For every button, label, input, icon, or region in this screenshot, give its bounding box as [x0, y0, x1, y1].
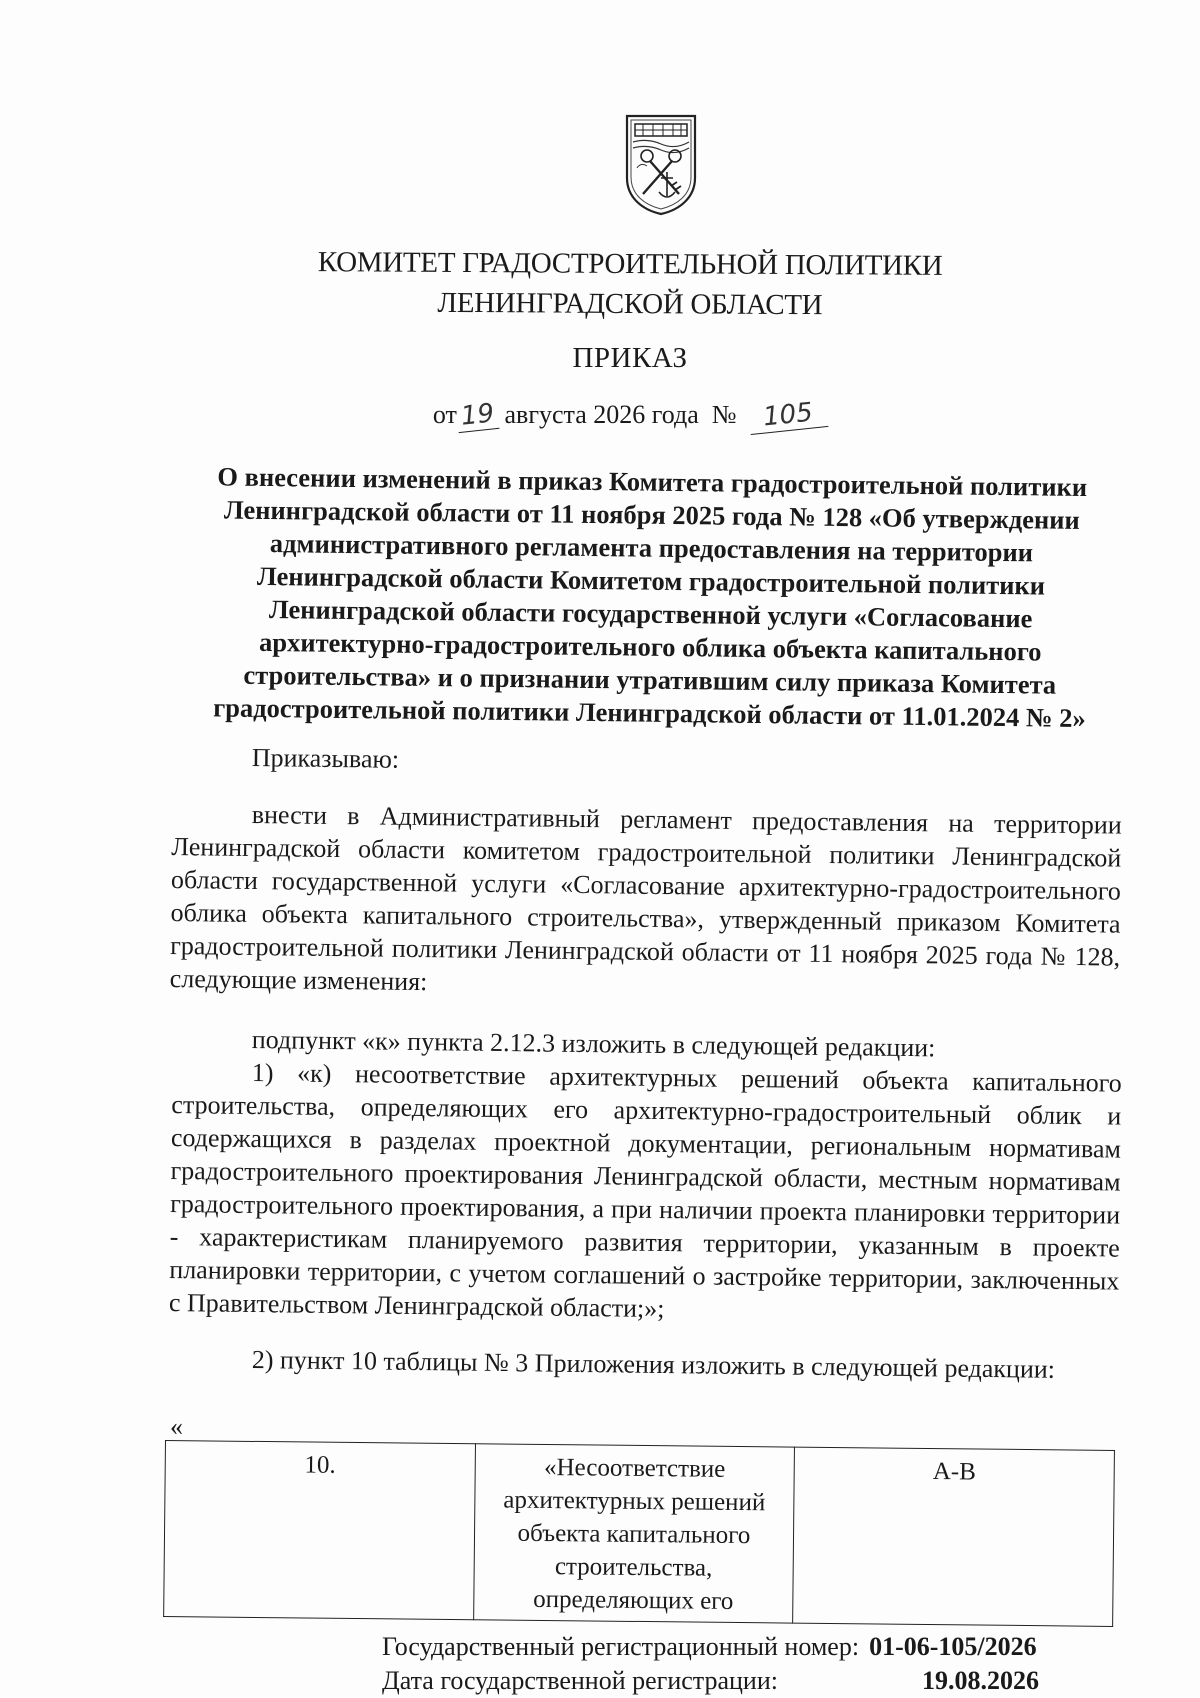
appendix-table	[163, 1440, 1115, 1627]
item-2-paragraph	[172, 1342, 1122, 1387]
item-2-text: 2) пункт 10 таблицы № 3 Приложения изложить в следующей редакции:	[251, 1344, 1056, 1384]
number-sign: №	[711, 400, 737, 429]
date-prefix: от	[432, 400, 457, 429]
order-number-handwritten: 105	[748, 396, 829, 435]
coat-of-arms-emblem	[623, 112, 699, 216]
date-rest: августа 2026 года	[504, 400, 699, 429]
main-paragraph-text: внести в Административный регламент предоставления на территории Ленинградской области комитетом градостроительной политики Ленинградской области государственной услуги «Согласование архитектурно-градостроительного облика объекта капитального строительства», утвержденный приказом Комитета градостроительной политики Ленинградской области от 11 ноября 2025 года № 128, следующие изменения:	[169, 799, 1122, 997]
registration-date-label: Дата государственной регистрации:	[382, 1666, 778, 1695]
registration-number-row	[382, 1630, 1039, 1664]
table-cell-code: А-В	[793, 1447, 1115, 1626]
committee-line-1: КОМИТЕТ ГРАДОСТРОИТЕЛЬНОЙ ПОЛИТИКИ	[317, 246, 943, 282]
quote-open-mark: «	[170, 1412, 183, 1441]
order-subject-title: О внесении изменений в приказ Комитета градостроительной политики Ленинградской области от 11 ноября 2025 года № 128 «Об утверждении административного регламента предоставления на территории Ленинградской области Комитетом градостроительной политики Ленинградской области государственной услуги «Согласование архитектурно-градостроительного облика объекта капитального строительства» и о признании утратившим силу приказа Комитета градостроительной политики Ленинградской области от 11.01.2024 № 2»	[212, 461, 1088, 734]
prikazyvayu-line	[172, 740, 1122, 785]
subpoint-intro-text: подпункт «к» пункта 2.12.3 изложить в следующей редакции:	[251, 1024, 936, 1063]
registration-number-label: Государственный регистрационный номер:	[382, 1632, 860, 1661]
table-cell-text: «Несоответствие архитектурных решений объекта капитального строительства, определяющих его	[473, 1444, 795, 1623]
main-paragraph	[170, 797, 1122, 1007]
registration-number-value: 01-06-105/2026	[869, 1632, 1037, 1661]
item-1-text: 1) «к) несоответствие архитектурных решений объекта капитального строительства, определяющих его архитектурно-градостроительный облик и содержащихся в разделах проектной документации, региональным нормативам градостроительного проектирования Ленинградской области, местным нормативам градостроительного проектирования, а при наличии проекта планировки территории - характеристикам планируемого развития территории, указанным в проекте планировки территории, с учетом соглашений о застройке территории, заключенных с Правительством Ленинградской области;»;	[168, 1057, 1122, 1324]
prikazyvayu-text: Приказываю:	[251, 742, 400, 774]
table-cell-number: 10.	[164, 1441, 475, 1620]
table-row	[164, 1441, 1115, 1627]
registration-stamp	[382, 1630, 1039, 1698]
committee-line-2: ЛЕНИНГРАДСКОЙ ОБЛАСТИ	[437, 286, 823, 322]
committee-name	[300, 242, 960, 326]
registration-date-value: 19.08.2026	[922, 1666, 1039, 1695]
item-1-paragraph	[169, 1055, 1122, 1331]
order-date-line	[300, 397, 960, 433]
table-3-row-10	[163, 1440, 1115, 1627]
document-type: ПРИКАЗ	[572, 342, 688, 374]
date-day-handwritten: 19	[455, 398, 499, 433]
registration-date-row	[382, 1664, 1039, 1698]
